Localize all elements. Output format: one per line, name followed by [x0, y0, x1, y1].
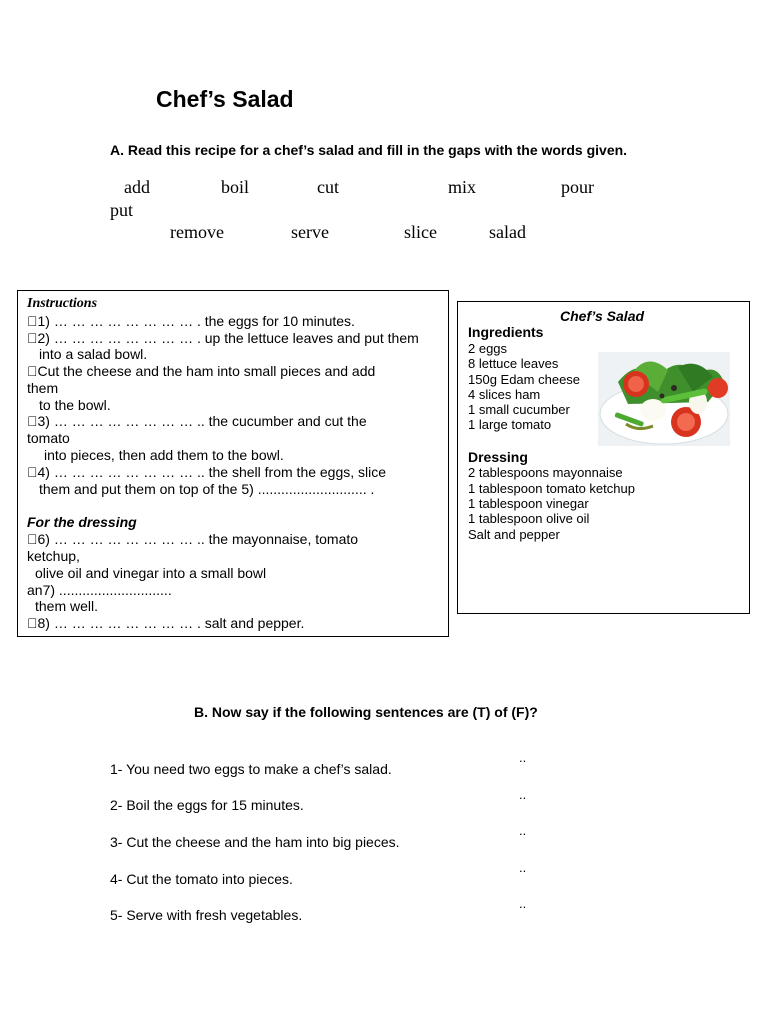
page-title: Chef’s Salad: [156, 86, 294, 112]
ingredient-item: 150g Edam cheese: [468, 372, 581, 387]
tf-sentence: 5- Serve with fresh vegetables.: [110, 907, 303, 923]
dressing-item: 1 tablespoon tomato ketchup: [468, 481, 635, 496]
dressing-line: an7) .............................: [27, 582, 172, 598]
salad-photo: [598, 352, 730, 446]
dressing-heading: For the dressing: [27, 514, 137, 530]
word-serve: serve: [277, 222, 315, 242]
instruction-line: into pieces, then add them to the bowl.: [44, 447, 284, 463]
answer-blank: ..: [519, 787, 527, 802]
ingredient-item: 1 large tomato: [468, 417, 552, 432]
ingredients-heading: Ingredients: [468, 324, 544, 340]
instruction-line: into a salad bowl.: [39, 346, 148, 362]
ingredient-item: 1 small cucumber: [468, 402, 570, 417]
dressing-line: olive oil and vinegar into a small bowl: [35, 565, 267, 581]
instruction-line: 3) … … … … … … … … .. the cucumber and cut the: [27, 413, 357, 429]
instruction-line: 1) … … … … … … … … . the eggs for 10 minutes.: [27, 313, 345, 329]
word-salad: salad: [475, 222, 512, 242]
answer-blank: ..: [519, 823, 527, 838]
instructions-heading: Instructions: [27, 296, 98, 311]
instruction-line: Cut the cheese and the ham into small pieces and add: [27, 363, 365, 379]
section-b-instruction: B. Now say if the following sentences are (T) of (F)?: [194, 704, 538, 720]
word-add: add: [110, 177, 136, 197]
ingredient-item: 2 eggs: [468, 341, 508, 356]
word-slice: slice: [390, 222, 423, 242]
instruction-line: to the bowl.: [39, 397, 111, 413]
dressing-item: 1 tablespoon vinegar: [468, 496, 589, 511]
word-remove: remove: [156, 222, 210, 242]
dressing-item: Salt and pepper: [468, 527, 560, 542]
tf-sentence: 4- Cut the tomato into pieces.: [110, 871, 293, 887]
answer-blank: ..: [519, 896, 527, 911]
ingredient-item: 8 lettuce leaves: [468, 356, 559, 371]
answer-blank: ..: [519, 860, 527, 875]
instruction-line: them: [27, 380, 59, 396]
word-bullet: [651, 177, 665, 198]
tf-sentence: 3- Cut the cheese and the ham into big pieces.: [110, 834, 400, 850]
word-mix: mix: [434, 177, 463, 197]
tf-sentence: 2- Boil the eggs for 15 minutes.: [110, 797, 304, 813]
dressing-line: 8) … … … … … … … … . salt and pepper.: [27, 615, 294, 631]
word-put: put: [110, 200, 134, 220]
instruction-line: them and put them on top of the 5) ............................ .: [39, 481, 375, 497]
word-pour: pour: [547, 177, 580, 197]
dressing-item: 1 tablespoon olive oil: [468, 511, 590, 526]
instruction-line: 2) … … … … … … … … . up the lettuce leaves and put them: [27, 330, 409, 346]
ingredient-item: 4 slices ham: [468, 387, 541, 402]
dressing-line: them well.: [35, 598, 99, 614]
dressing-item: 2 tablespoons mayonnaise: [468, 465, 623, 480]
instruction-line: tomato: [27, 430, 70, 446]
dressing-line: ketchup,: [27, 548, 80, 564]
dressing-line: 6) … … … … … … … … .. the mayonnaise, tomato: [27, 531, 348, 547]
dressing-ingredients-heading: Dressing: [468, 449, 528, 465]
tf-sentence: 1- You need two eggs to make a chef’s salad.: [110, 761, 392, 777]
section-a-instruction: A. Read this recipe for a chef’s salad and fill in the gaps with the words given.: [110, 142, 628, 158]
word-cut: cut: [303, 177, 325, 197]
word-boil: boil: [207, 177, 236, 197]
instruction-line: 4) … … … … … … … … .. the shell from the eggs, slice: [27, 464, 376, 480]
recipe-title: Chef’s Salad: [560, 308, 645, 324]
answer-blank: ..: [519, 750, 527, 765]
